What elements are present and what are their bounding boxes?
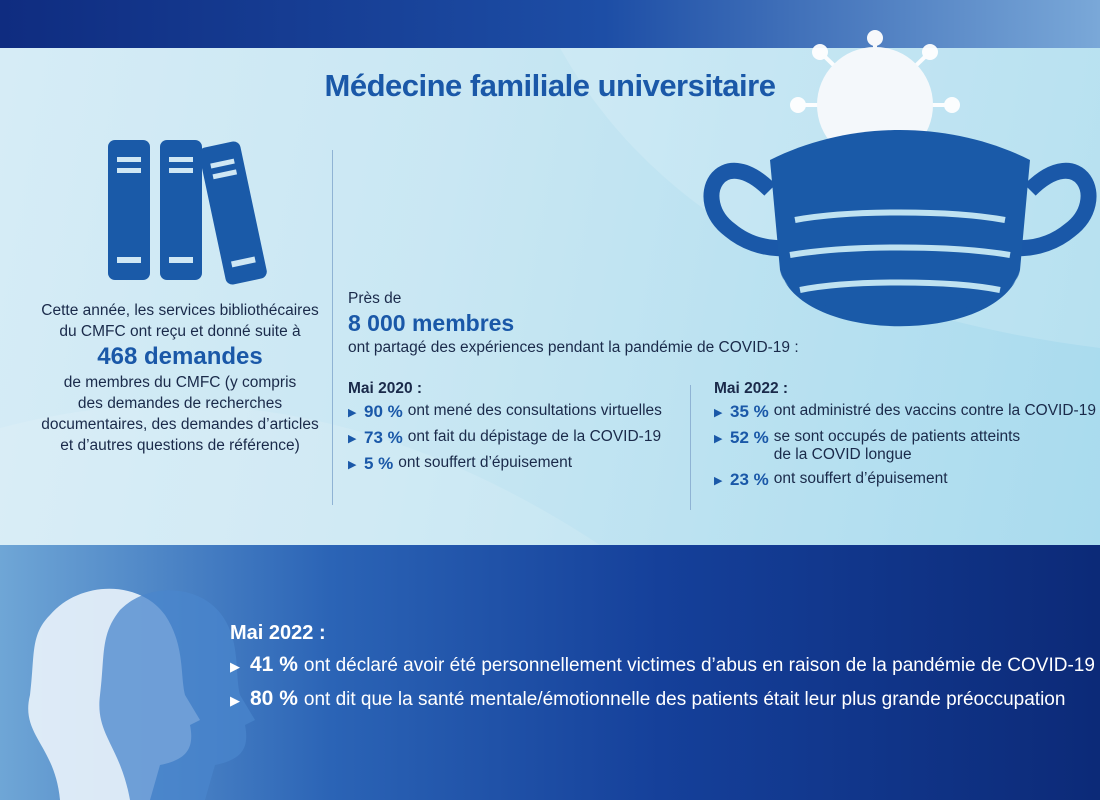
library-line: et d’autres questions de référence) — [60, 437, 300, 454]
list-item — [714, 402, 1096, 422]
stat-text-continued: de la COVID longue — [773, 446, 912, 463]
bullet-triangle-icon: ▶ — [230, 693, 240, 708]
members-summary — [348, 290, 799, 357]
library-line: de membres du CMFC (y compris — [63, 374, 297, 391]
library-line: des demandes de recherches — [77, 395, 283, 412]
list-item — [348, 402, 662, 422]
books-icon — [100, 135, 280, 285]
bullet-triangle-icon: ▶ — [714, 407, 723, 419]
list-item — [230, 687, 1095, 711]
bullet-triangle-icon: ▶ — [714, 475, 723, 487]
bottom-heading: Mai 2022 : — [230, 622, 326, 644]
may-2020-heading: Mai 2020 : — [348, 380, 423, 397]
library-requests-highlight: 468 demandes — [97, 343, 263, 370]
page-title: Médecine familiale universitaire — [324, 68, 776, 103]
stat-percent: 52 % — [730, 428, 769, 447]
bullet-triangle-icon: ▶ — [230, 659, 240, 674]
stat-text: ont administré des vaccins contre la COVID-19 — [773, 402, 1096, 419]
bullet-triangle-icon: ▶ — [348, 407, 357, 419]
bullet-triangle-icon: ▶ — [348, 459, 357, 471]
stat-percent: 73 % — [364, 428, 403, 447]
library-services-text — [40, 300, 320, 456]
stat-text: ont mené des consultations virtuelles — [407, 402, 662, 419]
stat-percent: 23 % — [730, 470, 769, 489]
members-intro: Près de — [348, 290, 402, 307]
stat-text: se sont occupés de patients atteints — [773, 428, 1021, 445]
stat-percent: 5 % — [364, 454, 394, 473]
may-2022-stats — [714, 380, 1096, 496]
members-text: ont partagé des expériences pendant la pandémie de COVID-19 : — [348, 339, 799, 356]
stat-percent: 41 % — [250, 653, 298, 676]
list-item — [348, 428, 662, 448]
stat-text: ont fait du dépistage de la COVID-19 — [407, 428, 662, 445]
divider-left — [332, 150, 333, 505]
bullet-triangle-icon: ▶ — [348, 433, 357, 445]
stat-percent: 90 % — [364, 402, 403, 421]
may-2022-heading: Mai 2022 : — [714, 380, 789, 397]
bottom-stats — [230, 622, 1095, 721]
library-line: Cette année, les services bibliothécaires — [41, 302, 319, 319]
stat-text: ont dit que la santé mentale/émotionnelle des patients était leur plus grande préoccupation — [303, 689, 1066, 710]
stat-text: ont souffert d’épuisement — [773, 470, 948, 487]
list-item — [348, 454, 662, 474]
library-line: documentaires, des demandes d’articles — [41, 416, 319, 433]
stat-text: ont souffert d’épuisement — [398, 454, 573, 471]
stat-percent: 80 % — [250, 687, 298, 710]
stat-percent: 35 % — [730, 402, 769, 421]
may-2020-stats — [348, 380, 662, 480]
members-highlight: 8 000 membres — [348, 310, 515, 336]
bullet-triangle-icon: ▶ — [714, 433, 723, 445]
list-item — [714, 470, 1096, 490]
list-item — [714, 428, 1096, 464]
list-item — [230, 653, 1095, 677]
divider-right — [690, 385, 691, 510]
stat-text: ont déclaré avoir été personnellement victimes d’abus en raison de la pandémie de COVID-19 — [303, 655, 1095, 676]
library-line: du CMFC ont reçu et donné suite à — [59, 323, 301, 340]
